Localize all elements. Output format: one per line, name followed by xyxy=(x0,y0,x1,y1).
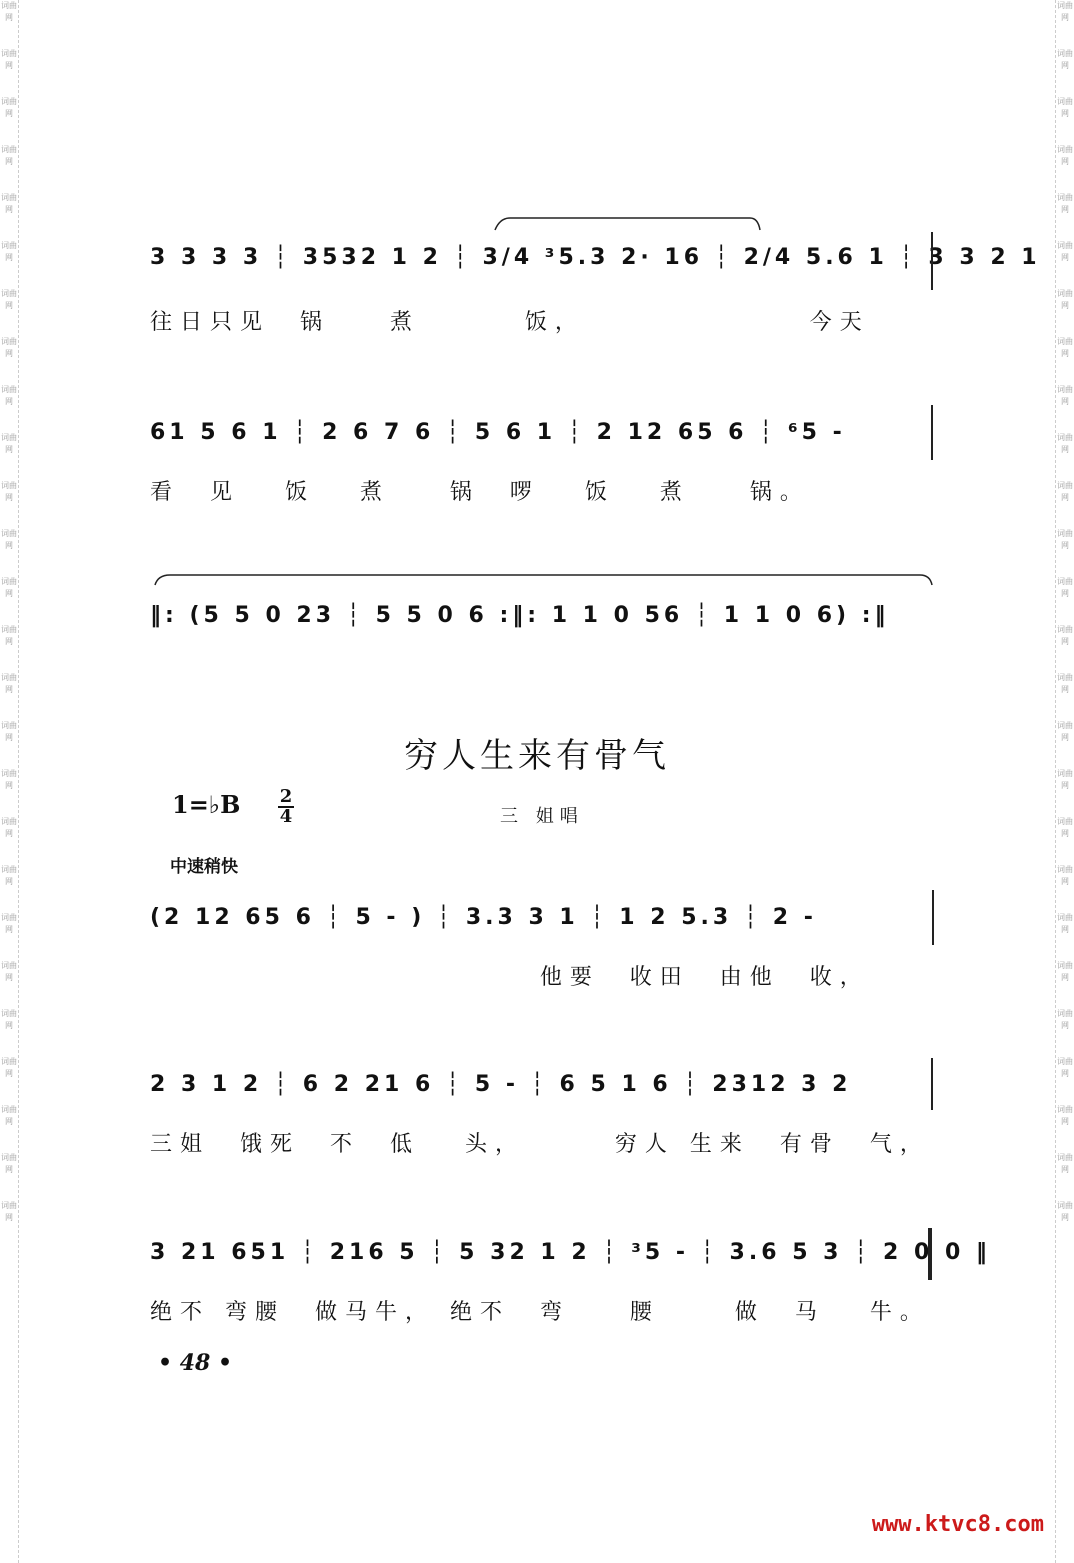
page-number: • 48 • xyxy=(158,1350,233,1376)
lyrics-line: 绝不 弯腰 做马牛， 绝不 弯 腰 做 马 牛。 xyxy=(150,1300,930,1325)
notation-line: 3 21 651 ┆ 216 5 ┆ 5 32 1 2 ┆ ³5 - ┆ 3.6 5 3 ┆ 2 0 0 ‖ xyxy=(150,1240,991,1265)
lyrics-line: 他要 收田 由他 收， xyxy=(150,965,870,990)
song-title: 穷人生来有骨气 xyxy=(404,736,670,776)
tempo-marking: 中速稍快 xyxy=(170,857,238,877)
lyrics-line: 往日只见 锅 煮 饭， 今天 xyxy=(150,310,870,335)
lyrics-line: 看 见 饭 煮 锅 啰 饭 煮 锅。 xyxy=(150,480,810,505)
notation-line: 3 3 3 3 ┆ 3532 1 2 ┆ 3/4 ³5.3 2· 16 ┆ 2/4 5.6 1 ┆ 3 3 2 1 xyxy=(150,245,1041,270)
key-signature: 1=♭B xyxy=(172,790,241,819)
notation-line: 61 5 6 1 ┆ 2 6 7 6 ┆ 5 6 1 ┆ 2 12 65 6 ┆ ⁶5 - xyxy=(150,420,846,445)
left-margin-watermark: 词曲网 词曲网 词曲网 词曲网 词曲网 词曲网 词曲网 词曲网 词曲网 词曲网 词曲网 词曲网 词曲网 词曲网 词曲网 词曲网 词曲网 词曲网 词曲网 词曲网 词曲网 词曲网 词曲网 词曲网 词曲网 词曲网 xyxy=(0,0,19,1563)
notation-line: ‖: (5 5 0 23 ┆ 5 5 0 6 :‖: 1 1 0 56 ┆ 1 1 0 6) :‖ xyxy=(150,603,890,628)
site-watermark: www.ktvc8.com xyxy=(871,1512,1044,1537)
notation-line: (2 12 65 6 ┆ 5 - ) ┆ 3.3 3 1 ┆ 1 2 5.3 ┆ 2 - xyxy=(150,905,817,930)
time-signature: 2 4 xyxy=(279,786,293,827)
right-margin-watermark: 词曲网 词曲网 词曲网 词曲网 词曲网 词曲网 词曲网 词曲网 词曲网 词曲网 词曲网 词曲网 词曲网 词曲网 词曲网 词曲网 词曲网 词曲网 词曲网 词曲网 词曲网 词曲网 词曲网 词曲网 词曲网 词曲网 xyxy=(1055,0,1074,1563)
notation-line: 2 3 1 2 ┆ 6 2 21 6 ┆ 5 - ┆ 6 5 1 6 ┆ 2312 3 2 xyxy=(150,1072,852,1097)
lyrics-line: 三姐 饿死 不 低 头， 穷人 生来 有骨 气， xyxy=(150,1132,930,1157)
singer-credit: 三 姐唱 xyxy=(500,806,584,827)
